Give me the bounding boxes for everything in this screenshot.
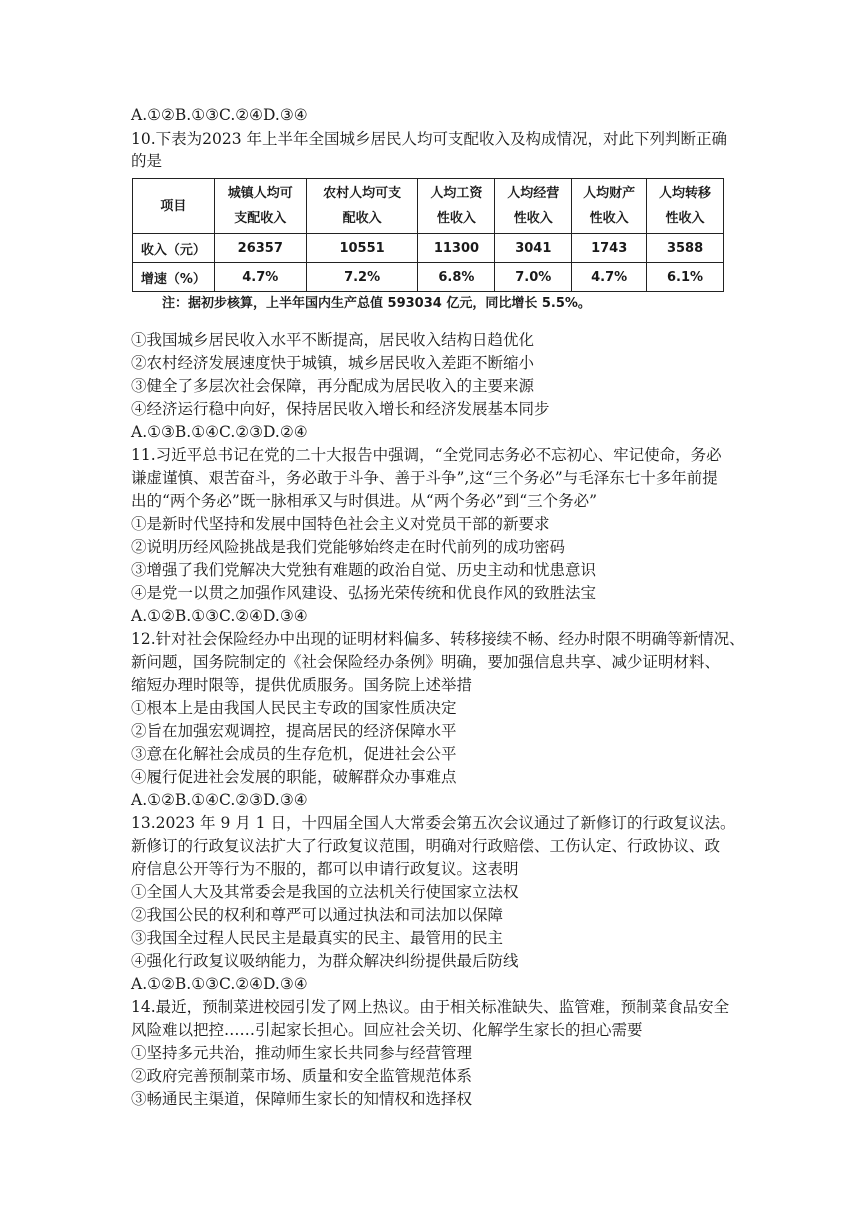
q13-option-2: ②我国公民的权利和尊严可以通过执法和司法加以保障 [131, 906, 504, 924]
table-cell: 3588 [647, 234, 724, 263]
q13-option-4: ④强化行政复议吸纳能力，为群众解决纠纷提供最后防线 [131, 952, 519, 970]
q13-answer-options: A.①②B.①③C.②④D.③④ [131, 975, 308, 993]
table-cell: 11300 [418, 234, 495, 263]
table-header-cell: 人均工资 性收入 [418, 179, 495, 234]
q13-stem-line-2: 新修订的行政复议法扩大了行政复议范围，明确对行政赔偿、工伤认定、行政协议、政 [131, 837, 721, 855]
q12-option-2: ②旨在加强宏观调控，提高居民的经济保障水平 [131, 722, 457, 740]
table-cell: 26357 [214, 234, 306, 263]
table-header-row [133, 179, 724, 234]
q10-stem-line-1: 10.下表为2023 年上半年全国城乡居民人均可支配收入及构成情况，对此下列判断正确 [131, 130, 728, 148]
q10-option-4: ④经济运行稳中向好，保持居民收入增长和经济发展基本同步 [131, 400, 550, 418]
table-header-cell: 人均财产 性收入 [572, 179, 647, 234]
table-header-cell: 人均经营 性收入 [495, 179, 572, 234]
table-note: 注：据初步核算，上半年国内生产总值 593034 亿元，同比增长 5.5%。 [162, 296, 591, 311]
table-row [133, 263, 724, 292]
q10-option-1: ①我国城乡居民收入水平不断提高，居民收入结构日趋优化 [131, 331, 535, 349]
table-header-cell: 人均转移 性收入 [647, 179, 724, 234]
q11-option-4: ④是党一以贯之加强作风建设、弘扬光荣传统和优良作风的致胜法宝 [131, 584, 597, 602]
table-cell: 收入（元） [133, 234, 215, 263]
income-table [132, 178, 724, 292]
q12-option-3: ③意在化解社会成员的生存危机，促进社会公平 [131, 745, 457, 763]
q12-stem-line-2: 新问题，国务院制定的《社会保险经办条例》明确，要加强信息共享、减少证明材料、 [131, 653, 721, 671]
q12-option-4: ④履行促进社会发展的职能，破解群众办事难点 [131, 768, 457, 786]
q11-answer-options: A.①②B.①③C.②④D.③④ [131, 607, 308, 625]
q14-option-2: ②政府完善预制菜市场、质量和安全监管规范体系 [131, 1067, 473, 1085]
q11-stem-line-2: 谦虚谨慎、艰苦奋斗，务必敢于斗争、善于斗争”,这“三个务必”与毛泽东七十多年前提 [131, 469, 718, 487]
q12-answer-options: A.①②B.①④C.②③D.③④ [131, 791, 308, 809]
q10-answer-options: A.①③B.①④C.②③D.②④ [131, 423, 308, 441]
table-cell: 4.7% [572, 263, 647, 292]
q11-option-3: ③增强了我们党解决大党独有难题的政治自觉、历史主动和忧患意识 [131, 561, 597, 579]
table-cell: 1743 [572, 234, 647, 263]
q11-stem-line-3: 出的“两个务必”既一脉相承又与时俱进。从“两个务必”到“三个务必” [131, 492, 598, 510]
q14-option-3: ③畅通民主渠道，保障师生家长的知情权和选择权 [131, 1090, 473, 1108]
table-cell: 3041 [495, 234, 572, 263]
q10-option-3: ③健全了多层次社会保障，再分配成为居民收入的主要来源 [131, 377, 535, 395]
table-row [133, 234, 724, 263]
q13-option-1: ①全国人大及其常委会是我国的立法机关行使国家立法权 [131, 883, 519, 901]
q13-option-3: ③我国全过程人民民主是最真实的民主、最管用的民主 [131, 929, 504, 947]
table-cell: 6.8% [418, 263, 495, 292]
table-cell: 4.7% [214, 263, 306, 292]
table-cell: 7.0% [495, 263, 572, 292]
table-cell: 增速（%） [133, 263, 215, 292]
q13-stem-line-3: 府信息公开等行为不服的，都可以申请行政复议。这表明 [131, 860, 519, 878]
q11-option-1: ①是新时代坚持和发展中国特色社会主义对党员干部的新要求 [131, 515, 550, 533]
table-cell: 7.2% [306, 263, 418, 292]
q14-stem-line-2: 风险难以把控……引起家长担心。回应社会关切、化解学生家长的担心需要 [131, 1021, 643, 1039]
table-cell: 6.1% [647, 263, 724, 292]
table-header-cell: 项目 [133, 179, 215, 234]
table-cell: 10551 [306, 234, 418, 263]
q10-option-2: ②农村经济发展速度快于城镇，城乡居民收入差距不断缩小 [131, 354, 535, 372]
q12-stem-line-1: 12.针对社会保险经办中出现的证明材料偏多、转移接续不畅、经办时限不明确等新情况、 [131, 630, 745, 648]
q10-stem-line-2: 的是 [131, 152, 163, 170]
q14-option-1: ①坚持多元共治，推动师生家长共同参与经营管理 [131, 1044, 473, 1062]
q13-stem-line-1: 13.2023 年 9 月 1 日，十四届全国人大常委会第五次会议通过了新修订的行政复议法。 [131, 814, 736, 832]
q12-option-1: ①根本上是由我国人民民主专政的国家性质决定 [131, 699, 457, 717]
q11-option-2: ②说明历经风险挑战是我们党能够始终走在时代前列的成功密码 [131, 538, 566, 556]
q14-stem-line-1: 14.最近，预制菜进校园引发了网上热议。由于相关标准缺失、监管难，预制菜食品安全 [131, 998, 730, 1016]
table-header-cell: 城镇人均可 支配收入 [214, 179, 306, 234]
q11-stem-line-1: 11.习近平总书记在党的二十大报告中强调，“全党同志务必不忘初心、牢记使命，务必 [131, 446, 722, 464]
table-header-cell: 农村人均可支 配收入 [306, 179, 418, 234]
q9-answer-options: A.①②B.①③C.②④D.③④ [131, 106, 308, 124]
q12-stem-line-3: 缩短办理时限等，提供优质服务。国务院上述举措 [131, 676, 473, 694]
